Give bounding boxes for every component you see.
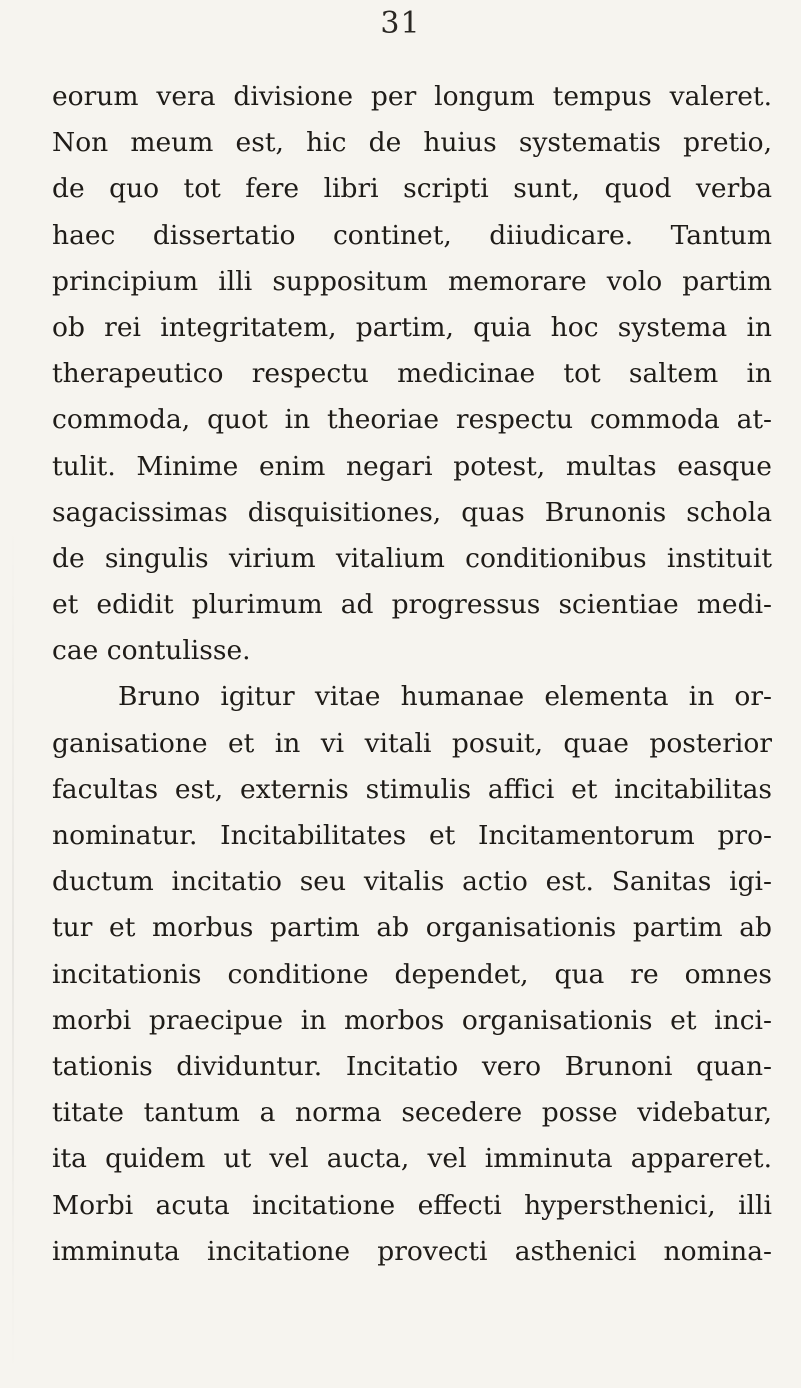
text-line: ob rei integritatem, partim, quia hoc systema in (52, 311, 772, 343)
text-line: tationis dividuntur. Incitatio vero Brunoni quan- (52, 1050, 772, 1082)
text-line: tur et morbus partim ab organisationis partim ab (52, 912, 772, 944)
body-text (52, 74, 772, 1275)
text-line: Morbi acuta incitatione effecti hypersthenici, illi (52, 1189, 772, 1221)
text-line: ganisatione et in vi vitali posuit, quae posterior (52, 727, 772, 759)
text-line: sagacissimas disquisitiones, quas Brunonis schola (52, 496, 772, 528)
text-line: principium illi suppositum memorare volo partim (52, 265, 772, 297)
text-line: imminuta incitatione provecti asthenici nomina- (52, 1235, 772, 1267)
text-line: incitationis conditione dependet, qua re omnes (52, 958, 772, 990)
text-line: ita quidem ut vel aucta, vel imminuta appareret. (52, 1143, 772, 1175)
text-line: therapeutico respectu medicinae tot saltem in (52, 358, 772, 390)
text-line: haec dissertatio continet, diiudicare. Tantum (52, 219, 772, 251)
text-line: tulit. Minime enim negari potest, multas easque (52, 450, 772, 482)
text-line: ductum incitatio seu vitalis actio est. Sanitas igi- (52, 866, 772, 898)
text-line: commoda, quot in theoriae respectu commoda at- (52, 404, 772, 436)
text-line: nominatur. Incitabilitates et Incitamentorum pro- (52, 820, 772, 851)
page-number: 31 (380, 6, 421, 41)
text-line: titate tantum a norma secedere posse videbatur, (52, 1097, 772, 1129)
text-line: morbi praecipue in morbos organisationis et inci- (52, 1004, 772, 1036)
text-line: facultas est, externis stimulis affici et incitabilitas (52, 773, 772, 805)
text-line: eorum vera divisione per longum tempus valeret. (52, 81, 772, 112)
page-gutter-shadow (12, 520, 14, 1380)
text-line: et edidit plurimum ad progressus scientiae medi- (52, 589, 772, 621)
paragraph-start-line: Bruno igitur vitae humanae elementa in or- (118, 681, 772, 713)
text-line: de singulis virium vitalium conditionibus instituit (52, 542, 772, 574)
paragraph-end-line: cae contulisse. (52, 635, 251, 667)
text-line: Non meum est, hic de huius systematis pretio, (52, 127, 772, 159)
text-line: de quo tot fere libri scripti sunt, quod verba (52, 173, 772, 205)
